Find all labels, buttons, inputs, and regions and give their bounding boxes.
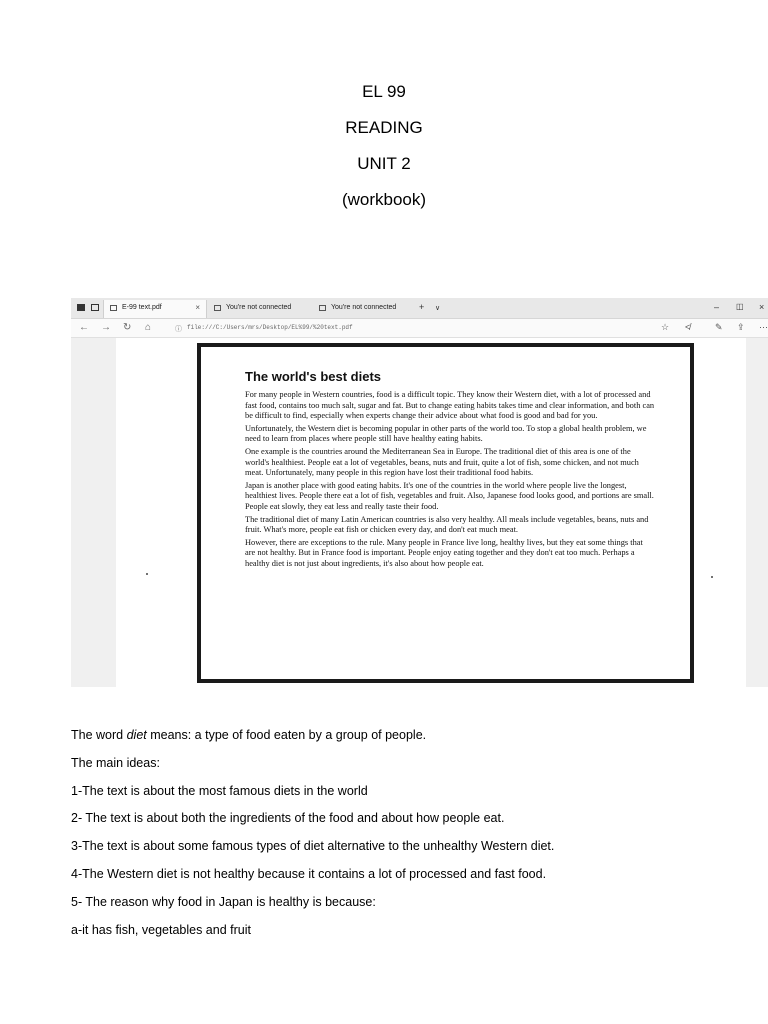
refresh-icon: ↻ [123,322,132,333]
article-paragraph: However, there are exceptions to the rule. Many people in France live long, healthy lives, but they eat some things that are not healthy. But in France food is important. People enjoy eating together and they don't eat too much. Perhaps a healthy diet is not just about ingredients, it's also about how people eat. [245,537,643,568]
address-bar [71,319,768,338]
page-icon [319,305,326,311]
star-icon: ☆ [661,322,670,332]
page-icon [214,305,221,311]
document-header [0,74,768,218]
embedded-browser-screenshot [71,298,768,687]
tab-actions-icon [77,304,85,311]
url-text: file:///C:/Users/mrs/Desktop/EL%99/%20text.pdf [187,324,353,331]
scanned-page [197,343,694,683]
article-paragraph: Unfortunately, the Western diet is becoming popular in other parts of the world too. To stop a global health problem, we need to learn from places where people still have healthy eating habits. [245,423,647,444]
tab-pdf [103,300,207,318]
scan-speck [146,573,148,575]
course-code: EL 99 [362,82,406,101]
list-item: 1-The text is about the most famous diets in the world [71,783,368,798]
forward-icon: → [101,322,111,333]
tab-label: E-99 text.pdf [122,304,162,311]
article-paragraph: For many people in Western countries, food is a difficult topic. They know their Western diet, with a lot of processed and fast food, contains too much salt, sugar and fat. But to change eating habits takes time and clear information, and both can be difficult to find, especially when experts change their advice about what food is good and bad for you. [245,390,655,421]
scan-speck [711,576,713,578]
tab-not-connected [208,300,312,318]
article [245,369,655,572]
chevron-down-icon: ∨ [435,305,441,312]
info-icon: ⓘ [175,326,182,333]
list-item: 3-The text is about some famous types of diet alternative to the unhealthy Western diet. [71,839,555,854]
share-icon: ⇪ [737,322,745,332]
subtitle: (workbook) [341,190,427,209]
list-item: 2- The text is about both the ingredients of the food and about how people eat. [71,811,505,826]
tab-label: You're not connected [226,304,292,311]
tab-preview-icon [91,304,99,311]
minimize-icon: – [714,302,720,312]
browser-tab-bar [71,298,768,319]
list-item: 4-The Western diet is not healthy because it contains a lot of processed and fast food. [71,866,547,881]
unit-title: UNIT 2 [357,154,411,173]
close-window-icon: × [759,302,765,312]
favorites-icon: ≮ [685,322,691,332]
article-title: The world's best diets [245,369,382,384]
list-item: 5- The reason why food in Japan is healthy is because: [71,894,376,909]
definition-prefix: The word [71,728,127,742]
pdf-icon [110,305,117,311]
definition-term: diet [126,728,147,742]
new-tab-icon: + [419,302,425,312]
worksheet-body [71,722,731,944]
list-item: a-it has fish, vegetables and fruit [71,922,251,937]
more-icon: ⋯ [759,322,768,332]
tab-not-connected [313,300,417,318]
article-paragraph: One example is the countries around the Mediterranean Sea in Europe. The traditional diet of this area is one of the world's healthiest. People eat a lot of vegetables, beans, nuts and fruit, quite a lot of fish, some chicken, and not much meat. Unfortunately, many people in this region have lost their traditional food habits. [245,446,639,478]
close-icon: × [195,303,200,312]
main-ideas-heading: The main ideas: [71,755,160,770]
pen-icon: ✎ [715,322,723,332]
definition-text: means: a type of food eaten by a group of people. [146,728,427,742]
pdf-viewer [116,338,746,687]
back-icon: ← [79,322,89,333]
maximize-icon: ◫ [736,302,744,311]
article-paragraph: Japan is another place with good eating habits. It's one of the countries in the world where people live the longest, healthiest lives. People there eat a lot of fish, vegetables and fruit. Also, Japanese food looks good, and portions are small. People eat slowly, they eat less and really taste their food. [245,480,654,511]
definition-line [71,722,731,750]
article-paragraph: The traditional diet of many Latin American countries is also very healthy. All meals include vegetables, beans, nuts and fruit. What's more, people eat fish or chicken every day, and don't eat much meat. [245,514,649,535]
tab-label: You're not connected [331,304,397,311]
home-icon: ⌂ [145,322,152,333]
section-title: READING [345,118,423,137]
